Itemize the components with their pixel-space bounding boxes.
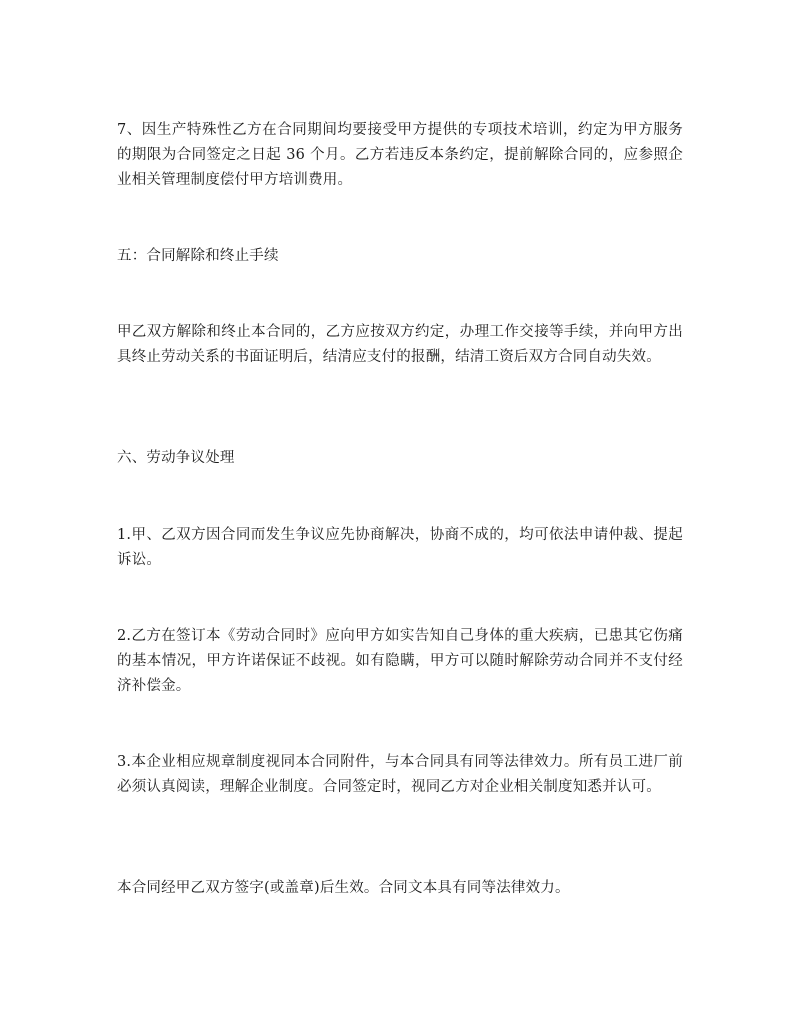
closing-paragraph: 本合同经甲乙双方签字(或盖章)后生效。合同文本具有同等法律效力。 (117, 880, 570, 896)
clause-7-paragraph: 7、因生产特殊性乙方在合同期间均要接受甲方提供的专项技术培训，约定为甲方服务的期限为合同签定之日起 36 个月。乙方若违反本条约定，提前解除合同的，应参照企业相关管理制度偿付甲方培训费用。 (117, 122, 683, 188)
section-5-paragraph: 甲乙双方解除和终止本合同的，乙方应按双方约定，办理工作交接等手续，并向甲方出具终止劳动关系的书面证明后，结清应支付的报酬，结清工资后双方合同自动失效。 (117, 324, 683, 365)
section-6-item-1: 1.甲、乙双方因合同而发生争议应先协商解决，协商不成的，均可依法申请仲裁、提起诉讼。 (117, 527, 683, 568)
section-6-item-3: 3.本企业相应规章制度视同本合同附件，与本合同具有同等法律效力。所有员工进厂前必须认真阅读，理解企业制度。合同签定时，视同乙方对企业相关制度知悉并认可。 (117, 754, 683, 795)
section-6-item-2: 2.乙方在签订本《劳动合同时》应向甲方如实告知自己身体的重大疾病，已患其它伤痛的基本情况，甲方许诺保证不歧视。如有隐瞒，甲方可以随时解除劳动合同并不支付经济补偿金。 (117, 628, 683, 694)
section-5-heading: 五：合同解除和终止手续 (117, 248, 279, 264)
section-6-heading: 六、劳动争议处理 (117, 450, 235, 466)
